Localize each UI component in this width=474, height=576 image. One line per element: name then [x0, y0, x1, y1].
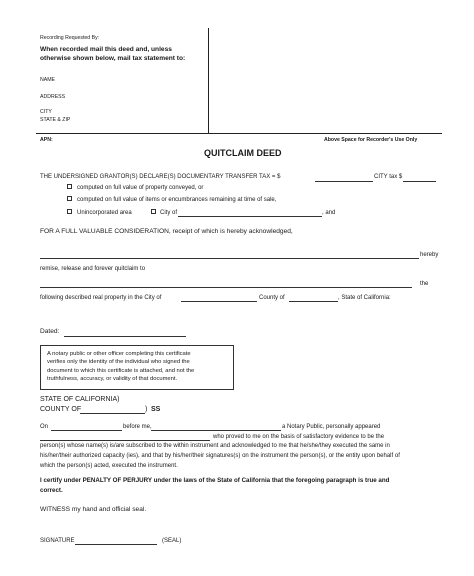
signature-field[interactable]	[75, 544, 157, 545]
seal-label: (SEAL)	[162, 538, 182, 544]
ack-body-line-3: which the person(s) acted, executed the instrument.	[40, 463, 178, 469]
grantee-field[interactable]	[40, 287, 412, 288]
state-of-california: STATE OF CALIFORNIA)	[40, 396, 120, 403]
ack-county-field[interactable]	[80, 413, 145, 414]
dated-label: Dated:	[40, 328, 60, 335]
who-proved-text: who proved to me on the basis of satisfactory evidence to be the	[213, 434, 385, 440]
notary-notice-box	[40, 345, 234, 390]
address-label: ADDRESS	[40, 94, 66, 100]
option-full-value: computed on full value of property conveyed, or	[77, 185, 204, 191]
ss-label: SS	[151, 406, 161, 413]
notary-public-text: a Notary Public, personally appeared	[282, 424, 381, 430]
city-tax-field[interactable]	[403, 181, 436, 182]
header-divider-horizontal	[36, 133, 442, 134]
notary-name-field[interactable]	[151, 430, 281, 431]
checkbox-full-value[interactable]	[67, 184, 72, 189]
remise-line: remise, release and forever quitclaim to	[40, 266, 146, 272]
notary-notice-line-1: A notary public or other officer completing this certificate	[47, 351, 191, 357]
ack-date-field[interactable]	[51, 430, 122, 431]
recorder-use-note: Above Space for Recorder's Use Only	[324, 137, 418, 143]
city-label: CITY	[40, 109, 52, 115]
apn-label: APN:	[40, 137, 53, 143]
notary-notice-line-2: verifies only the identity of the individual who signed the	[47, 359, 190, 366]
ack-body-line-2: his/her/their authorized capacity (ies), and that by his/her/their signatures(s) on the instrument the person(s), or the entity upon behalf of	[40, 453, 400, 459]
consideration-line: FOR A FULL VALUABLE CONSIDERATION, receipt of which is hereby acknowledged,	[40, 228, 293, 235]
state-of-california-label: , State of California:	[338, 295, 391, 301]
recording-requested-by: Recording Requested By:	[40, 35, 100, 41]
tax-declaration: THE UNDERSIGNED GRANTOR(S) DECLARE(S) DOCUMENTARY TRANSFER TAX = $	[40, 174, 281, 180]
county-of-label: COUNTY OF	[40, 406, 82, 413]
document-title: QUITCLAIM DEED	[204, 148, 282, 158]
option-encumbrances: computed on full value of items or encumbrances remaining at time of sale,	[77, 197, 277, 203]
name-label: NAME	[40, 77, 55, 83]
property-county-field[interactable]	[289, 301, 338, 302]
property-city-label: following described real property in the City of	[40, 295, 162, 301]
on-label: On	[40, 424, 49, 430]
perjury-line-2: correct.	[40, 487, 63, 494]
transfer-tax-field[interactable]	[315, 181, 373, 182]
signature-label: SIGNATURE	[40, 538, 75, 544]
checkbox-unincorporated[interactable]	[67, 209, 72, 214]
checkbox-city-of[interactable]	[151, 209, 156, 214]
before-me-label: before me,	[123, 424, 152, 430]
and-label: , and	[322, 210, 336, 216]
dated-field[interactable]	[64, 336, 186, 337]
header-divider-vertical	[208, 28, 209, 133]
city-of-field[interactable]	[178, 216, 322, 217]
city-of-label: City of	[160, 210, 178, 216]
ack-body-line-1: person(s) whose name(s) is/are subscribed to the within instrument and acknowledged to me that he/she/they executed the same in	[40, 443, 390, 449]
property-county-label: County of	[259, 295, 285, 301]
signer-name-field[interactable]	[40, 440, 210, 441]
state-zip-label: STATE & ZIP	[40, 117, 71, 123]
notary-notice-line-4: truthfulness, accuracy, or validity of that document.	[47, 376, 178, 383]
the-label: the	[420, 281, 429, 287]
perjury-line-1: I certify under PENALTY OF PERJURY under the laws of the State of California that the foregoing paragraph is true and	[40, 477, 390, 484]
mail-instruction-line-1: When recorded mail this deed and, unless	[40, 46, 172, 53]
checkbox-encumbrances[interactable]	[67, 196, 72, 201]
option-unincorporated: Unincorporated area	[77, 210, 132, 216]
property-city-field[interactable]	[181, 301, 257, 302]
grantor-field[interactable]	[40, 258, 419, 259]
witness-text: WITNESS my hand and official seal.	[40, 506, 147, 513]
mail-instruction-line-2: otherwise shown below, mail tax statement to:	[40, 55, 186, 62]
notary-notice-line-3: document to which this certificate is attached, and not the	[47, 367, 195, 374]
county-paren: )	[145, 406, 148, 413]
city-tax-label: CITY tax $	[374, 174, 403, 180]
hereby-label: hereby	[420, 252, 439, 258]
